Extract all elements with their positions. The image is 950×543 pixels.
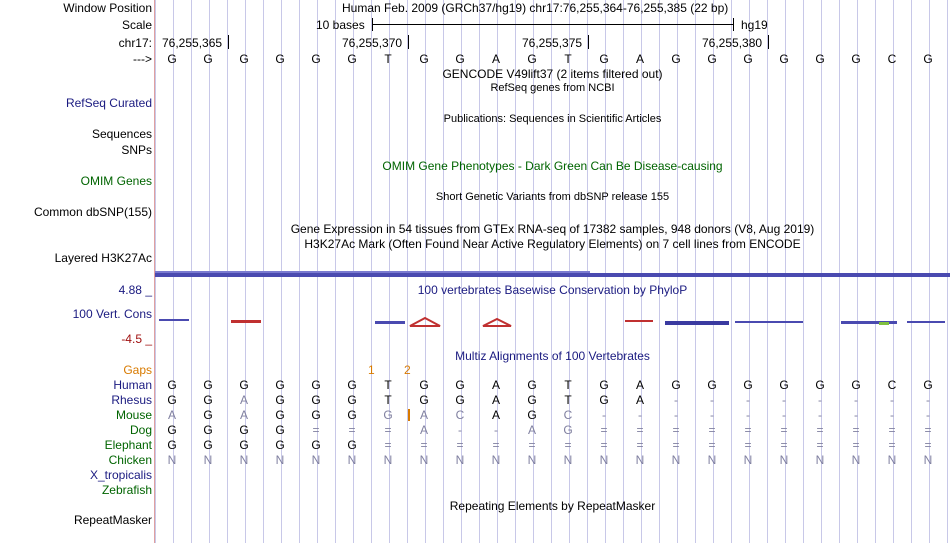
cons-min-label: -4.5 _ bbox=[121, 332, 152, 346]
base: G bbox=[275, 408, 285, 422]
conservation-graph bbox=[155, 312, 950, 332]
base: = bbox=[636, 423, 644, 437]
base: = bbox=[636, 438, 644, 452]
base: G bbox=[923, 52, 933, 66]
base: - bbox=[674, 408, 678, 422]
base: = bbox=[816, 438, 824, 452]
cons-mark bbox=[907, 321, 945, 323]
snps-label[interactable]: SNPs bbox=[121, 143, 152, 157]
base: N bbox=[527, 453, 537, 467]
base: A bbox=[419, 408, 428, 422]
base: = bbox=[780, 438, 788, 452]
base: N bbox=[599, 453, 609, 467]
base: = bbox=[852, 438, 860, 452]
scale-bar bbox=[372, 24, 733, 25]
base: = bbox=[312, 423, 320, 437]
gtex-title: Gene Expression in 54 tissues from GTEx RNA-seq of 17382 samples, 948 donors (V8, Aug 2019) bbox=[290, 222, 815, 236]
base: G bbox=[599, 393, 609, 407]
window-position-label: Window Position bbox=[63, 1, 152, 15]
base: = bbox=[564, 438, 572, 452]
dbsnp-label[interactable]: Common dbSNP(155) bbox=[33, 205, 152, 219]
base: N bbox=[419, 453, 429, 467]
base: N bbox=[311, 453, 321, 467]
base: = bbox=[744, 423, 752, 437]
base: G bbox=[563, 423, 573, 437]
base: C bbox=[887, 378, 897, 392]
base: - bbox=[854, 393, 858, 407]
h3k27ac-signal-top bbox=[155, 271, 590, 273]
base: G bbox=[275, 423, 285, 437]
strand-arrow-label: ---> bbox=[133, 52, 152, 66]
base: G bbox=[203, 438, 213, 452]
base: - bbox=[818, 393, 822, 407]
base: G bbox=[347, 378, 357, 392]
base: = bbox=[384, 423, 392, 437]
base: G bbox=[311, 393, 321, 407]
gap-marker: 2 bbox=[404, 363, 411, 377]
species-label-rhesus[interactable]: Rhesus bbox=[111, 393, 152, 407]
base: = bbox=[708, 438, 716, 452]
base: = bbox=[600, 438, 608, 452]
reference-sequence bbox=[155, 52, 950, 66]
base: G bbox=[275, 52, 285, 66]
base: G bbox=[203, 52, 213, 66]
cons-max-label: 4.88 _ bbox=[118, 283, 152, 297]
base: = bbox=[672, 438, 680, 452]
base: - bbox=[494, 423, 498, 437]
base: A bbox=[491, 52, 500, 66]
base: N bbox=[383, 453, 393, 467]
ruler-tick bbox=[228, 35, 229, 49]
base: = bbox=[348, 423, 356, 437]
base: = bbox=[924, 423, 932, 437]
ruler-position: 76,255,380 bbox=[702, 36, 763, 50]
alignment-row-zebrafish bbox=[155, 483, 950, 497]
h3k27ac-title: H3K27Ac Mark (Often Found Near Active Regulatory Elements) on 7 cell lines from ENCODE bbox=[304, 237, 801, 251]
base: N bbox=[815, 453, 825, 467]
base: N bbox=[851, 453, 861, 467]
base: = bbox=[744, 438, 752, 452]
base: G bbox=[671, 378, 681, 392]
sequences-label[interactable]: Sequences bbox=[91, 127, 152, 141]
base: G bbox=[599, 52, 609, 66]
alignment-row-mouse bbox=[155, 408, 950, 422]
base: N bbox=[203, 453, 213, 467]
scale-bar-left-tick bbox=[372, 18, 373, 31]
species-label-zebrafish[interactable]: Zebrafish bbox=[101, 483, 152, 497]
base: = bbox=[528, 438, 536, 452]
base: G bbox=[779, 378, 789, 392]
base: G bbox=[239, 423, 249, 437]
base: - bbox=[854, 408, 858, 422]
base: G bbox=[167, 52, 177, 66]
species-label-mouse[interactable]: Mouse bbox=[115, 408, 152, 422]
base: G bbox=[671, 52, 681, 66]
species-label-chicken[interactable]: Chicken bbox=[108, 453, 152, 467]
base: = bbox=[492, 438, 500, 452]
base: N bbox=[671, 453, 681, 467]
cons-mark bbox=[665, 321, 729, 325]
base: = bbox=[888, 438, 896, 452]
cons-mark bbox=[159, 319, 189, 321]
cons-peak bbox=[483, 319, 511, 326]
base: T bbox=[384, 52, 392, 66]
base: N bbox=[563, 453, 573, 467]
cons-mark bbox=[735, 321, 803, 323]
base: N bbox=[347, 453, 357, 467]
ruler-tick bbox=[588, 35, 589, 49]
omim-label[interactable]: OMIM Genes bbox=[80, 174, 152, 188]
base: G bbox=[167, 393, 177, 407]
ruler-position: 76,255,365 bbox=[162, 36, 223, 50]
base: - bbox=[674, 393, 678, 407]
base: = bbox=[456, 438, 464, 452]
base: - bbox=[890, 408, 894, 422]
alignment-row-elephant bbox=[155, 438, 950, 452]
base: G bbox=[203, 423, 213, 437]
position-text: Human Feb. 2009 (GRCh37/hg19) chr17:76,255,364-76,255,385 (22 bp) bbox=[342, 1, 729, 15]
base: G bbox=[707, 52, 717, 66]
base: - bbox=[602, 408, 606, 422]
base: N bbox=[167, 453, 177, 467]
base: N bbox=[491, 453, 501, 467]
base: = bbox=[852, 423, 860, 437]
base: A bbox=[419, 423, 428, 437]
base: - bbox=[638, 408, 642, 422]
cons-peak bbox=[410, 318, 440, 326]
base: G bbox=[383, 408, 393, 422]
base: - bbox=[746, 393, 750, 407]
base: G bbox=[851, 52, 861, 66]
base: = bbox=[600, 423, 608, 437]
base: = bbox=[420, 438, 428, 452]
base: N bbox=[743, 453, 753, 467]
alignment-row-chicken bbox=[155, 453, 950, 467]
base: - bbox=[746, 408, 750, 422]
base: = bbox=[672, 423, 680, 437]
gap-marker: 1 bbox=[368, 363, 375, 377]
base: G bbox=[455, 378, 465, 392]
insertion-marker bbox=[408, 409, 410, 421]
base: = bbox=[924, 438, 932, 452]
scale-label: Scale bbox=[121, 18, 152, 32]
base: N bbox=[239, 453, 249, 467]
alignment-row-rhesus bbox=[155, 393, 950, 407]
base: A bbox=[491, 393, 500, 407]
base: T bbox=[564, 52, 572, 66]
base: G bbox=[419, 378, 429, 392]
base: G bbox=[347, 52, 357, 66]
dbsnp-subtitle: Short Genetic Variants from dbSNP release 155 bbox=[435, 191, 670, 203]
base: N bbox=[635, 453, 645, 467]
base: G bbox=[455, 393, 465, 407]
cons-label[interactable]: 100 Vert. Cons bbox=[72, 307, 152, 321]
phylop-title: 100 vertebrates Basewise Conservation by PhyloP bbox=[417, 283, 688, 297]
base: = bbox=[384, 438, 392, 452]
cons-mark bbox=[879, 322, 889, 325]
repeatmasker-label[interactable]: RepeatMasker bbox=[73, 513, 152, 527]
base: C bbox=[887, 52, 897, 66]
base: G bbox=[815, 52, 825, 66]
base: G bbox=[203, 408, 213, 422]
cons-mark bbox=[375, 321, 405, 324]
base: A bbox=[491, 378, 500, 392]
base: G bbox=[167, 378, 177, 392]
base: G bbox=[527, 52, 537, 66]
base: G bbox=[275, 438, 285, 452]
ruler-tick bbox=[408, 35, 409, 49]
base: G bbox=[275, 393, 285, 407]
alignment-row-x_tropicalis bbox=[155, 468, 950, 482]
alignment-row-dog bbox=[155, 423, 950, 437]
base: = bbox=[708, 423, 716, 437]
base: G bbox=[275, 378, 285, 392]
base: T bbox=[564, 393, 572, 407]
species-label-human[interactable]: Human bbox=[113, 378, 152, 392]
base: G bbox=[239, 52, 249, 66]
base: G bbox=[455, 52, 465, 66]
base: N bbox=[887, 453, 897, 467]
base: A bbox=[167, 408, 176, 422]
scale-text: 10 bases bbox=[316, 18, 365, 32]
base: N bbox=[779, 453, 789, 467]
base: G bbox=[311, 408, 321, 422]
base: A bbox=[491, 408, 500, 422]
base: N bbox=[455, 453, 465, 467]
repeat-title: Repeating Elements by RepeatMasker bbox=[449, 499, 656, 513]
base: G bbox=[167, 438, 177, 452]
base: N bbox=[923, 453, 933, 467]
base: G bbox=[239, 378, 249, 392]
base: C bbox=[563, 408, 573, 422]
gencode-title[interactable]: GENCODE V49lift37 (2 items filtered out) bbox=[442, 67, 663, 81]
base: G bbox=[923, 378, 933, 392]
ruler-position: 76,255,375 bbox=[522, 36, 583, 50]
species-label-x_tropicalis[interactable]: X_tropicalis bbox=[89, 468, 152, 482]
chrom-label: chr17: bbox=[118, 36, 152, 50]
omim-title: OMIM Gene Phenotypes - Dark Green Can Be Disease-causing bbox=[382, 159, 723, 173]
base: G bbox=[815, 378, 825, 392]
alignment-row-human bbox=[155, 378, 950, 392]
base: G bbox=[527, 408, 537, 422]
base: - bbox=[926, 408, 930, 422]
base: = bbox=[780, 423, 788, 437]
base: N bbox=[707, 453, 717, 467]
base: G bbox=[743, 52, 753, 66]
base: G bbox=[419, 52, 429, 66]
base: = bbox=[816, 423, 824, 437]
base: A bbox=[635, 378, 644, 392]
base: G bbox=[347, 408, 357, 422]
base: - bbox=[710, 393, 714, 407]
base: N bbox=[275, 453, 285, 467]
cons-mark bbox=[231, 320, 261, 323]
base: G bbox=[203, 378, 213, 392]
base: - bbox=[782, 393, 786, 407]
base: A bbox=[527, 423, 536, 437]
refseq-subtitle: RefSeq genes from NCBI bbox=[490, 82, 615, 94]
base: G bbox=[779, 52, 789, 66]
base: - bbox=[890, 393, 894, 407]
base: G bbox=[203, 393, 213, 407]
base: A bbox=[635, 393, 644, 407]
base: C bbox=[455, 408, 465, 422]
base: G bbox=[851, 378, 861, 392]
base: G bbox=[311, 52, 321, 66]
refseq-label[interactable]: RefSeq Curated bbox=[65, 96, 152, 110]
h3k27ac-signal-bar bbox=[155, 273, 950, 277]
h3k27ac-label[interactable]: Layered H3K27Ac bbox=[54, 251, 152, 265]
species-label-elephant[interactable]: Elephant bbox=[104, 438, 152, 452]
base: G bbox=[347, 393, 357, 407]
base: A bbox=[635, 52, 644, 66]
base: - bbox=[710, 408, 714, 422]
base: T bbox=[564, 378, 572, 392]
base: G bbox=[311, 378, 321, 392]
species-label-dog[interactable]: Dog bbox=[129, 423, 152, 437]
base: G bbox=[347, 438, 357, 452]
base: G bbox=[743, 378, 753, 392]
base: G bbox=[419, 393, 429, 407]
cons-mark bbox=[625, 320, 653, 322]
base: G bbox=[707, 378, 717, 392]
base: - bbox=[782, 408, 786, 422]
gaps-label[interactable]: Gaps bbox=[123, 363, 152, 377]
base: - bbox=[818, 408, 822, 422]
base: - bbox=[926, 393, 930, 407]
base: G bbox=[527, 378, 537, 392]
ruler-tick bbox=[768, 35, 769, 49]
base: G bbox=[311, 438, 321, 452]
ruler-position: 76,255,370 bbox=[342, 36, 403, 50]
base: G bbox=[239, 438, 249, 452]
base: G bbox=[599, 378, 609, 392]
base: G bbox=[527, 393, 537, 407]
multiz-title: Multiz Alignments of 100 Vertebrates bbox=[455, 349, 650, 363]
base: A bbox=[239, 393, 248, 407]
base: T bbox=[384, 393, 392, 407]
assembly-label: hg19 bbox=[741, 18, 768, 32]
scale-bar-right-tick bbox=[733, 18, 734, 31]
base: T bbox=[384, 378, 392, 392]
publications-subtitle: Publications: Sequences in Scientific Articles bbox=[443, 113, 662, 125]
base: G bbox=[167, 423, 177, 437]
base: = bbox=[888, 423, 896, 437]
base: A bbox=[239, 408, 248, 422]
base: - bbox=[458, 423, 462, 437]
